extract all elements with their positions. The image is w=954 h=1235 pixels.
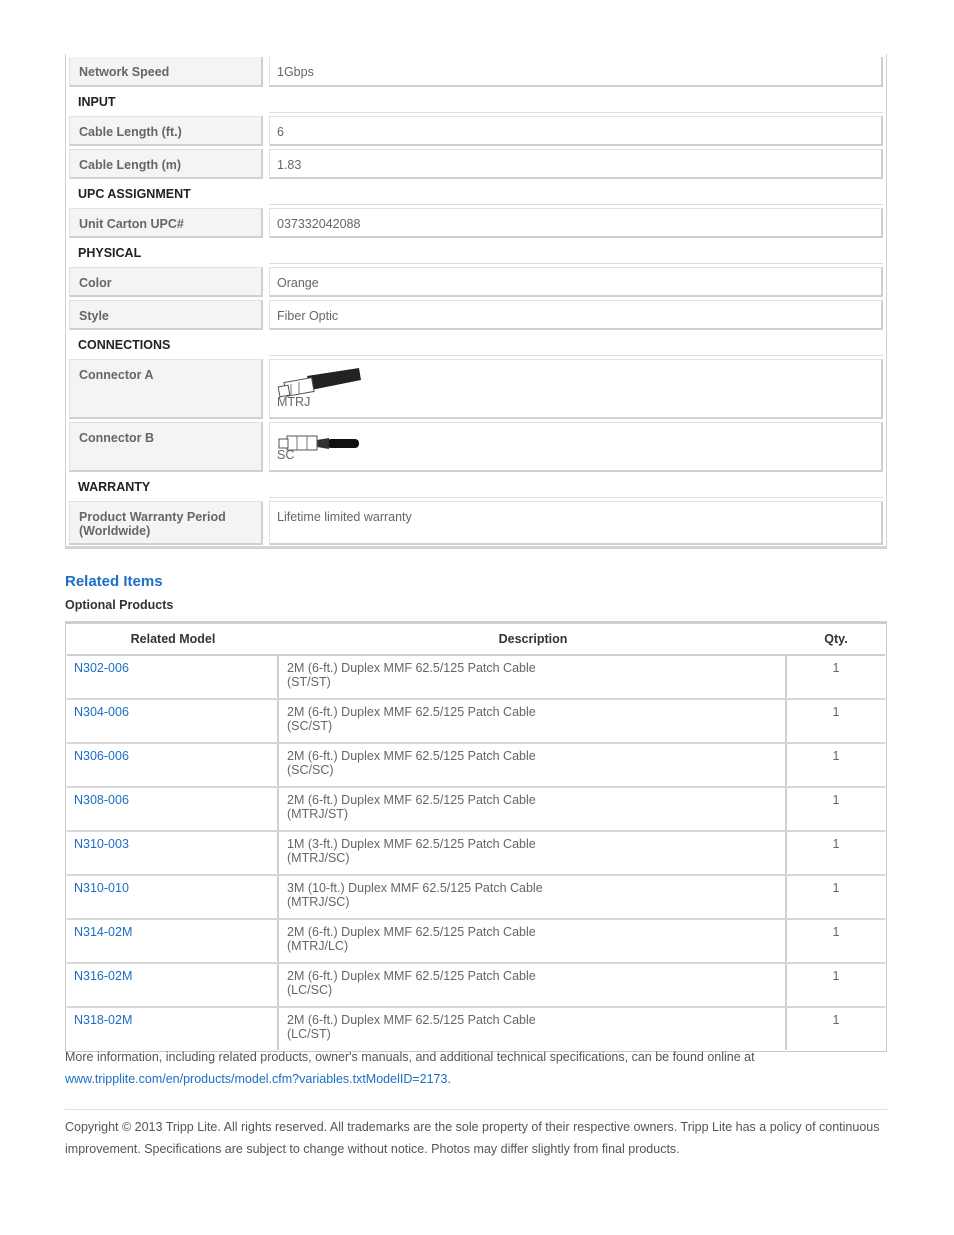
description-line-1: 3M (10-ft.) Duplex MMF 62.5/125 Patch Cable (287, 881, 543, 895)
spec-row-unit-carton-upc (69, 208, 883, 238)
description-line-2: (MTRJ/SC) (287, 851, 350, 865)
description-line-2: (LC/ST) (287, 1027, 331, 1041)
section-upc-assignment (69, 182, 883, 205)
section-physical (69, 241, 883, 264)
optional-products-subheading: Optional Products (65, 598, 174, 612)
section-title: PHYSICAL (78, 246, 142, 260)
description-line-1: 2M (6-ft.) Duplex MMF 62.5/125 Patch Cable (287, 705, 536, 719)
description-line-1: 2M (6-ft.) Duplex MMF 62.5/125 Patch Cable (287, 925, 536, 939)
related-items-heading: Related Items (65, 573, 163, 590)
related-qty: 1 (832, 881, 840, 895)
related-description (279, 832, 787, 874)
related-description (279, 1008, 787, 1050)
description-line-2: (ST/ST) (287, 675, 331, 689)
table-row (67, 700, 885, 744)
spec-value: 037332042088 (269, 208, 883, 238)
related-description (279, 920, 787, 962)
table-row (67, 832, 885, 876)
link-suffix: . (447, 1072, 451, 1086)
table-header (67, 624, 885, 656)
connector-b-label: SC (277, 448, 295, 462)
spec-value: 6 (269, 116, 883, 146)
spec-value: Lifetime limited warranty (269, 501, 883, 545)
related-qty: 1 (832, 925, 840, 939)
spec-row-network-speed (69, 57, 883, 87)
table-row (67, 744, 885, 788)
related-qty: 1 (832, 969, 840, 983)
spec-label: Connector A (69, 359, 263, 419)
section-title: WARRANTY (78, 480, 151, 494)
section-connections (69, 333, 883, 356)
spec-label: Connector B (69, 422, 263, 472)
table-row (67, 1008, 885, 1050)
spec-row-color (69, 267, 883, 297)
column-header-qty: Qty. (824, 632, 848, 646)
spec-label: Color (69, 267, 263, 297)
spec-value: Orange (269, 267, 883, 297)
section-input (69, 90, 883, 113)
description-line-1: 2M (6-ft.) Duplex MMF 62.5/125 Patch Cable (287, 793, 536, 807)
related-qty: 1 (832, 705, 840, 719)
related-description (279, 656, 787, 698)
specifications-table (65, 54, 887, 549)
related-model-link[interactable]: N310-003 (74, 837, 129, 851)
description-line-1: 2M (6-ft.) Duplex MMF 62.5/125 Patch Cable (287, 969, 536, 983)
copyright-notice: Copyright © 2013 Tripp Lite. All rights reserved. All trademarks are the sole property of their respective owners. Tripp Lite has a policy of continuous improvement. Specifications are subject to change without notice. Photos may differ slightly from final products. (65, 1120, 880, 1156)
spec-label: Product Warranty Period (Worldwide) (69, 501, 263, 545)
spec-row-warranty-period (69, 501, 883, 545)
table-row (67, 656, 885, 700)
table-row (67, 920, 885, 964)
description-line-1: 2M (6-ft.) Duplex MMF 62.5/125 Patch Cable (287, 1013, 536, 1027)
description-line-1: 2M (6-ft.) Duplex MMF 62.5/125 Patch Cable (287, 661, 536, 675)
footer-divider (65, 1109, 887, 1110)
related-model-link[interactable]: N318-02M (74, 1013, 133, 1027)
description-line-1: 1M (3-ft.) Duplex MMF 62.5/125 Patch Cable (287, 837, 536, 851)
section-title: CONNECTIONS (78, 338, 171, 352)
column-header-model: Related Model (130, 632, 216, 646)
related-description (279, 876, 787, 918)
spec-label: Network Speed (69, 57, 263, 87)
spec-value: Fiber Optic (269, 300, 883, 330)
description-line-2: (SC/SC) (287, 763, 334, 777)
related-products-table (65, 621, 887, 1052)
related-description (279, 744, 787, 786)
table-row (67, 788, 885, 832)
related-model-link[interactable]: N306-006 (74, 749, 129, 763)
spec-label: Cable Length (ft.) (69, 116, 263, 146)
more-info-sentence: More information, including related products, owner's manuals, and additional technical specifications, can be found online at (65, 1050, 755, 1064)
column-header-description: Description (498, 632, 568, 646)
spec-row-connector-a (69, 359, 883, 419)
related-model-link[interactable]: N304-006 (74, 705, 129, 719)
related-description (279, 788, 787, 830)
spec-value (269, 422, 883, 472)
model-page-link[interactable]: www.tripplite.com/en/products/model.cfm?variables.txtModelID=2173 (65, 1072, 448, 1086)
section-title: INPUT (78, 95, 116, 109)
description-line-2: (MTRJ/ST) (287, 807, 349, 821)
related-description (279, 700, 787, 742)
related-description (279, 964, 787, 1006)
related-qty: 1 (832, 793, 840, 807)
table-row (67, 964, 885, 1008)
related-model-link[interactable]: N310-010 (74, 881, 129, 895)
section-warranty (69, 475, 883, 498)
spec-label: Style (69, 300, 263, 330)
related-model-link[interactable]: N316-02M (74, 969, 133, 983)
table-row (67, 876, 885, 920)
spec-label: Cable Length (m) (69, 149, 263, 179)
description-line-1: 2M (6-ft.) Duplex MMF 62.5/125 Patch Cable (287, 749, 536, 763)
related-qty: 1 (832, 749, 840, 763)
spec-value (269, 359, 883, 419)
spec-row-style (69, 300, 883, 330)
spec-value: 1Gbps (269, 57, 883, 87)
related-model-link[interactable]: N302-006 (74, 661, 129, 675)
spec-label: Unit Carton UPC# (69, 208, 263, 238)
related-model-link[interactable]: N314-02M (74, 925, 133, 939)
spec-row-connector-b (69, 422, 883, 472)
spec-value: 1.83 (269, 149, 883, 179)
related-qty: 1 (832, 1013, 840, 1027)
related-model-link[interactable]: N308-006 (74, 793, 129, 807)
description-line-2: (MTRJ/SC) (287, 895, 350, 909)
spec-row-cable-length-ft (69, 116, 883, 146)
related-qty: 1 (832, 837, 840, 851)
more-info-text (65, 1046, 895, 1090)
connector-a-label: MTRJ (277, 395, 311, 409)
description-line-2: (MTRJ/LC) (287, 939, 349, 953)
description-line-2: (LC/SC) (287, 983, 333, 997)
related-qty: 1 (832, 661, 840, 675)
section-title: UPC ASSIGNMENT (78, 187, 191, 201)
description-line-2: (SC/ST) (287, 719, 333, 733)
spec-row-cable-length-m (69, 149, 883, 179)
